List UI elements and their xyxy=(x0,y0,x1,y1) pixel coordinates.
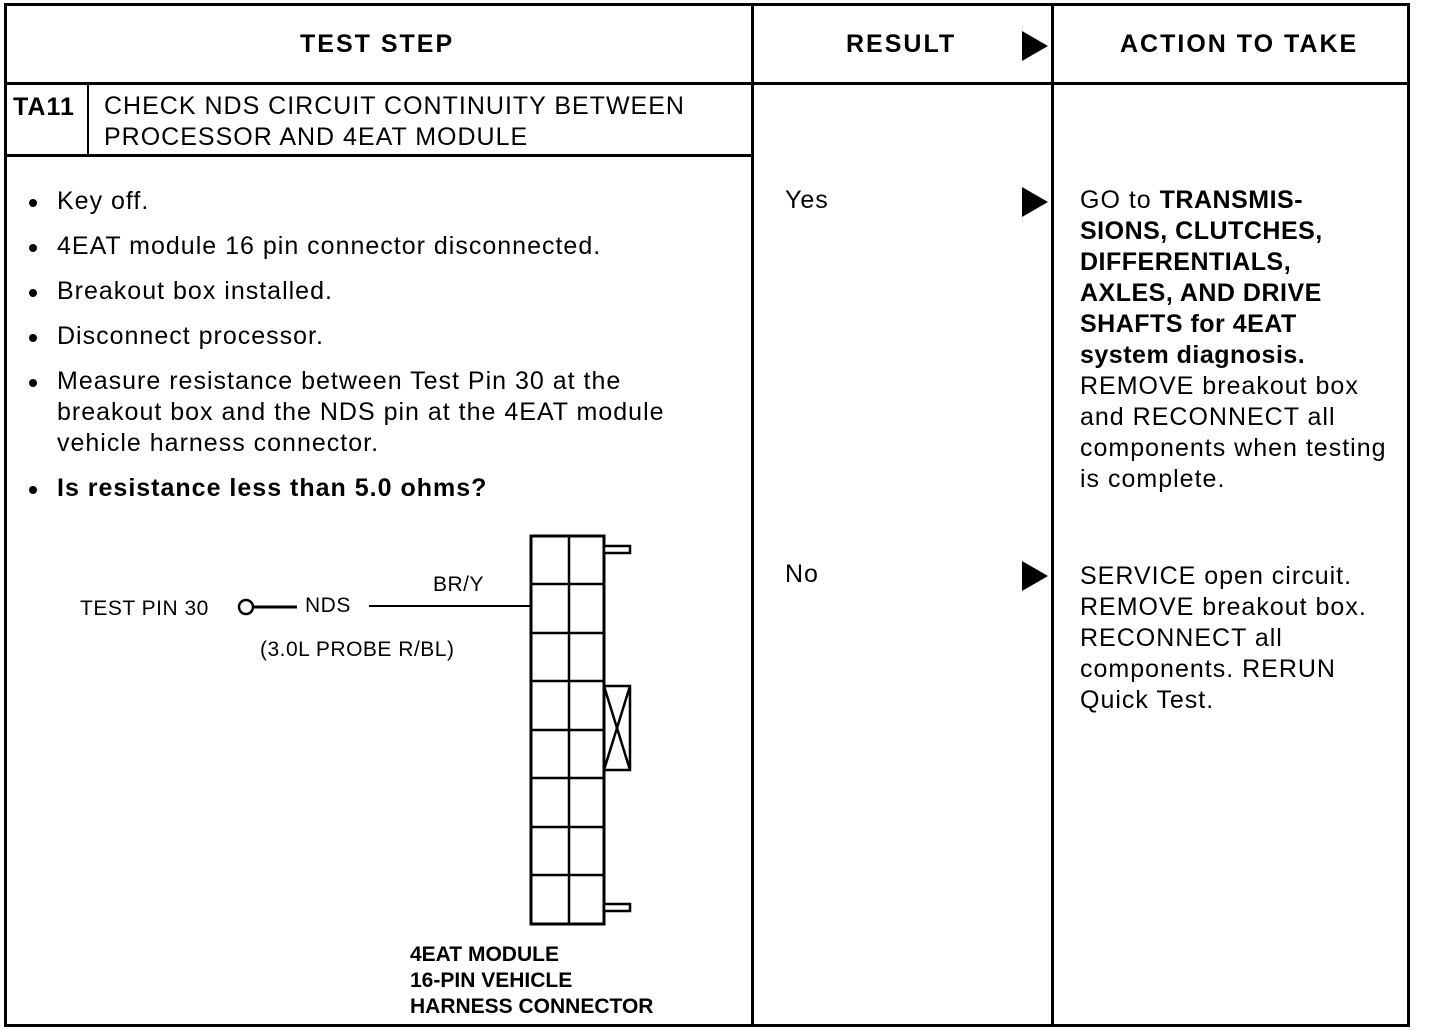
procedure-item: Key off. xyxy=(27,186,717,217)
action-yes xyxy=(1080,185,1390,495)
nds-label: NDS xyxy=(305,594,351,617)
caption-line1: 4EAT MODULE xyxy=(410,943,559,966)
caption-line2: 16-PIN VEHICLE xyxy=(410,969,573,992)
header-result: RESULT xyxy=(846,30,957,58)
connector-tab-top-icon xyxy=(604,546,630,553)
action-yes-instructions: REMOVE breakout box and RECONNECT all components when testing is complete. xyxy=(1080,372,1387,493)
connector-latch-icon xyxy=(604,686,630,770)
action-yes-reference: TRANSMIS-SIONS, CLUTCHES, DIFFERENTIALS, AXLES, AND DRIVE SHAFTS for 4EAT system diagnosis. xyxy=(1080,186,1323,369)
procedure-item: Disconnect processor. xyxy=(27,321,717,352)
table-border-right xyxy=(1407,3,1410,1027)
procedure-item: 4EAT module 16 pin connector disconnected. xyxy=(27,231,717,262)
connector-caption xyxy=(410,942,653,1020)
result-yes: Yes xyxy=(785,186,829,214)
wire-color-label: BR/Y xyxy=(433,573,485,596)
step-title-line1: CHECK NDS CIRCUIT CONTINUITY BETWEEN xyxy=(104,92,685,120)
header-test-step: TEST STEP xyxy=(300,30,455,58)
test-pin-terminal-icon xyxy=(239,600,253,614)
header-action: ACTION TO TAKE xyxy=(1120,30,1359,58)
column-divider-2 xyxy=(1051,3,1054,1027)
probe-note: (3.0L PROBE R/BL) xyxy=(260,638,455,661)
action-no: SERVICE open circuit. REMOVE breakout box. RECONNECT all components. RERUN Quick Test. xyxy=(1080,562,1367,714)
connector-tab-bottom-icon xyxy=(604,904,630,911)
result-no: No xyxy=(785,560,819,588)
step-id: TA11 xyxy=(13,93,75,121)
procedure-question: Is resistance less than 5.0 ohms? xyxy=(27,473,717,504)
procedure-item: Breakout box installed. xyxy=(27,276,717,307)
result-no-arrow-icon xyxy=(1022,561,1048,591)
result-yes-arrow-icon xyxy=(1022,187,1048,217)
test-pin-label: TEST PIN 30 xyxy=(80,597,209,620)
action-yes-prefix: GO to xyxy=(1080,186,1160,214)
caption-line3: HARNESS CONNECTOR xyxy=(410,995,654,1018)
step-title-line2: PROCESSOR AND 4EAT MODULE xyxy=(104,123,529,151)
header-arrow-icon xyxy=(1022,31,1048,61)
procedure-item: Measure resistance between Test Pin 30 at the breakout box and the NDS pin at the 4EAT module vehicle harness connector. xyxy=(27,366,717,459)
